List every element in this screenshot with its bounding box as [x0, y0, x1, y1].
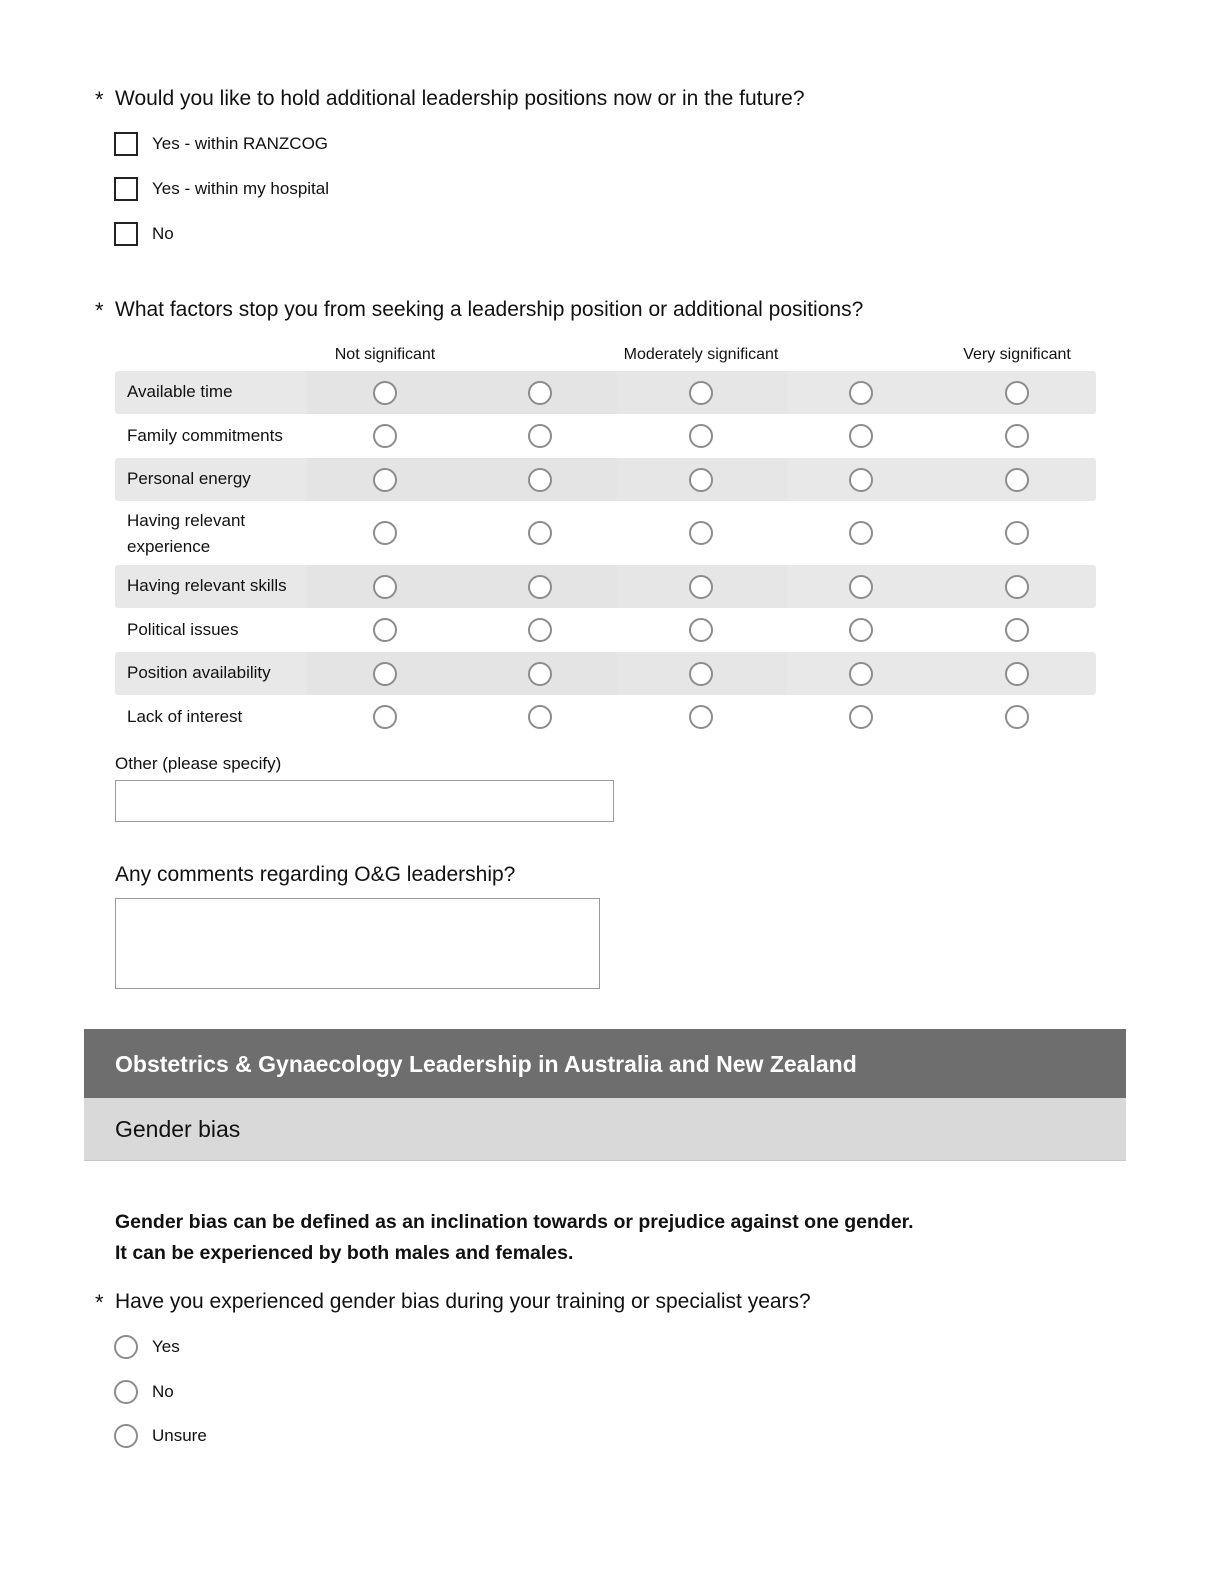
radio-button[interactable] [528, 662, 552, 686]
required-mark: * [95, 87, 104, 112]
radio-button[interactable] [373, 521, 397, 545]
radio-button[interactable] [528, 381, 552, 405]
radio-button[interactable] [689, 618, 713, 642]
radio-button[interactable] [373, 618, 397, 642]
radio-button[interactable] [849, 468, 873, 492]
matrix-row [115, 371, 1096, 414]
radio-button[interactable] [528, 618, 552, 642]
radio-option[interactable] [114, 1421, 207, 1451]
option-label: Yes - within my hospital [152, 179, 330, 198]
radio-button[interactable] [528, 424, 552, 448]
other-input[interactable] [115, 780, 614, 822]
intro-text [115, 1207, 914, 1269]
radio-button[interactable] [1005, 575, 1029, 599]
scale-label-mid: Moderately significant [623, 346, 779, 363]
row-label: Lack of interest [127, 707, 243, 726]
question-title: What factors stop you from seeking a leadership position or additional positions? [115, 298, 864, 321]
matrix-row [115, 608, 1096, 652]
checkbox[interactable] [114, 177, 138, 201]
radio-button[interactable] [849, 575, 873, 599]
row-label: Having relevant skills [127, 576, 287, 595]
radio-button[interactable] [849, 424, 873, 448]
radio-button[interactable] [849, 705, 873, 729]
radio-button[interactable] [528, 521, 552, 545]
option-label: No [152, 224, 174, 243]
radio-button[interactable] [1005, 662, 1029, 686]
survey-title: Obstetrics & Gynaecology Leadership in Australia and New Zealand [115, 1051, 857, 1077]
radio-button[interactable] [373, 575, 397, 599]
row-label: Political issues [127, 620, 239, 639]
option-label: Yes - within RANZCOG [152, 134, 329, 153]
matrix-row [115, 652, 1096, 695]
radio-button[interactable] [114, 1424, 138, 1448]
radio-button[interactable] [373, 705, 397, 729]
scale-label-high: Very significant [963, 346, 1071, 363]
section-subheader [84, 1098, 1126, 1161]
radio-button[interactable] [849, 662, 873, 686]
radio-button[interactable] [114, 1335, 138, 1359]
radio-button[interactable] [1005, 381, 1029, 405]
radio-button[interactable] [528, 468, 552, 492]
radio-button[interactable] [689, 662, 713, 686]
required-mark: * [95, 1290, 104, 1315]
row-label-line: Having relevant [127, 511, 246, 530]
radio-button[interactable] [1005, 468, 1029, 492]
question-title: Would you like to hold additional leadership positions now or in the future? [115, 87, 805, 110]
radio-button[interactable] [1005, 705, 1029, 729]
option-label: Yes [152, 1337, 180, 1356]
question-title: Have you experienced gender bias during your training or specialist years? [115, 1290, 811, 1313]
radio-button[interactable] [689, 468, 713, 492]
checkbox[interactable] [114, 132, 138, 156]
radio-button[interactable] [528, 705, 552, 729]
checkbox-option[interactable] [114, 174, 329, 204]
matrix-row [115, 501, 1096, 565]
radio-button[interactable] [1005, 424, 1029, 448]
question-title: Any comments regarding O&G leadership? [115, 863, 516, 886]
comments-textarea[interactable] [115, 898, 600, 989]
matrix-row [115, 414, 1096, 458]
radio-button[interactable] [689, 521, 713, 545]
radio-button[interactable] [373, 468, 397, 492]
radio-button[interactable] [528, 575, 552, 599]
radio-option[interactable] [114, 1377, 174, 1407]
radio-button[interactable] [689, 424, 713, 448]
row-label: Personal energy [127, 469, 251, 488]
row-label: Position availability [127, 663, 271, 682]
scale-label-low: Not significant [334, 346, 436, 363]
page-title: Gender bias [115, 1116, 241, 1142]
other-label: Other (please specify) [115, 754, 282, 773]
checkbox[interactable] [114, 222, 138, 246]
intro-line: It can be experienced by both males and females. [115, 1242, 574, 1264]
radio-button[interactable] [689, 381, 713, 405]
radio-button[interactable] [114, 1380, 138, 1404]
radio-button[interactable] [689, 705, 713, 729]
row-label: Available time [127, 382, 233, 401]
radio-button[interactable] [1005, 521, 1029, 545]
matrix-row [115, 695, 1096, 739]
radio-button[interactable] [373, 381, 397, 405]
matrix-header [115, 340, 1096, 371]
option-label: No [152, 1382, 174, 1401]
radio-button[interactable] [1005, 618, 1029, 642]
row-label-line: experience [127, 537, 211, 556]
matrix-row [115, 458, 1096, 501]
checkbox-option[interactable] [114, 219, 174, 249]
rating-matrix [115, 340, 1096, 739]
radio-option[interactable] [114, 1332, 180, 1362]
row-label [127, 508, 245, 560]
required-mark: * [95, 298, 104, 323]
matrix-row [115, 565, 1096, 608]
option-label: Unsure [152, 1426, 207, 1445]
checkbox-option[interactable] [114, 129, 328, 159]
radio-button[interactable] [849, 618, 873, 642]
section-banner [84, 1029, 1126, 1098]
radio-button[interactable] [689, 575, 713, 599]
row-label: Family commitments [127, 426, 283, 445]
intro-line: Gender bias can be defined as an inclination towards or prejudice against one gender. [115, 1211, 914, 1233]
radio-button[interactable] [849, 381, 873, 405]
radio-button[interactable] [373, 662, 397, 686]
radio-button[interactable] [373, 424, 397, 448]
radio-button[interactable] [849, 521, 873, 545]
